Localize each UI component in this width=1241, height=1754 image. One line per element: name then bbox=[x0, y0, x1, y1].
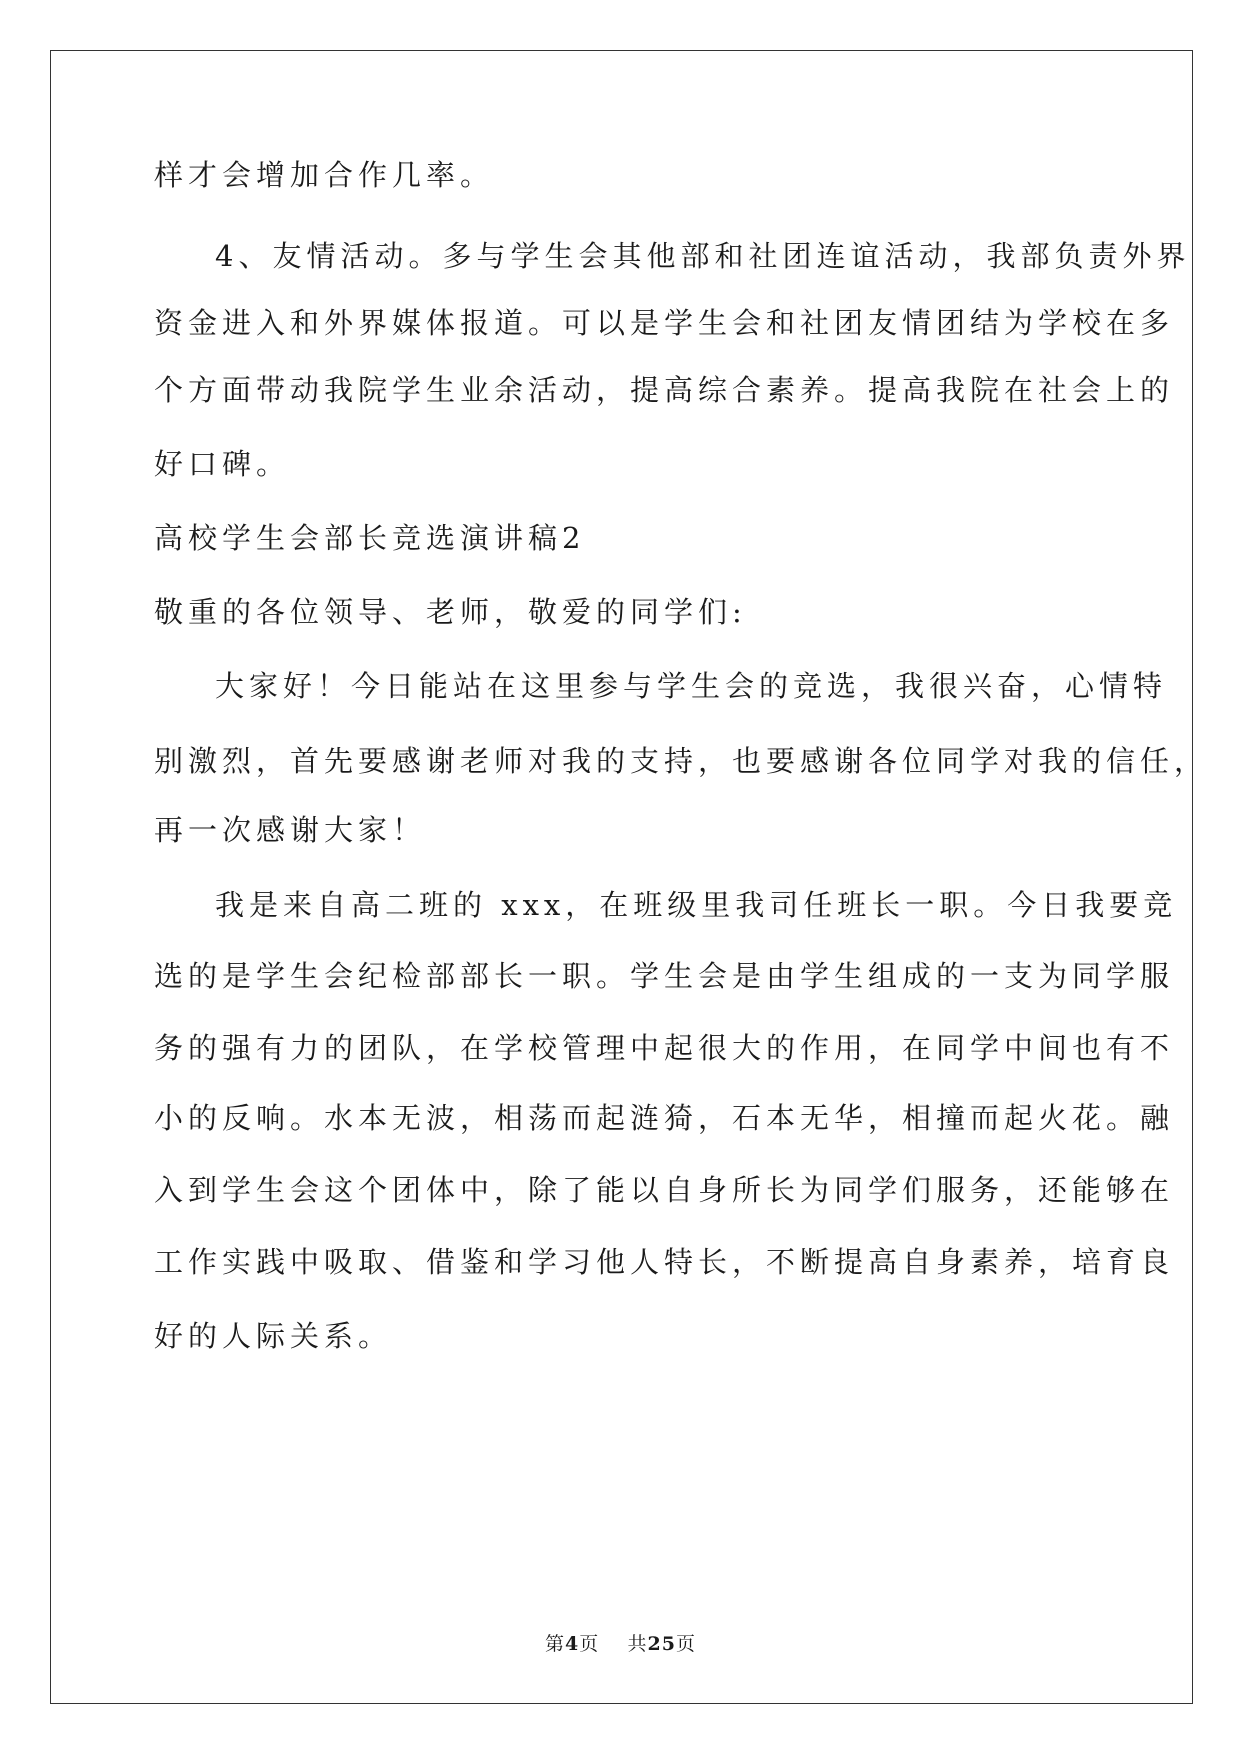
text-line: 别激烈，首先要感谢老师对我的支持，也要感谢各位同学对我的信任， bbox=[154, 744, 1209, 778]
current-page-number: 4 bbox=[565, 1633, 580, 1655]
page-border bbox=[50, 50, 1193, 1704]
text-line: 工作实践中吸取、借鉴和学习他人特长，不断提高自身素养，培育良 bbox=[154, 1245, 1175, 1279]
text-line: 再一次感谢大家！ bbox=[154, 813, 427, 847]
text-line: 个方面带动我院学生业余活动，提高综合素养。提高我院在社会上的 bbox=[154, 373, 1175, 407]
footer-total-suffix: 页 bbox=[675, 1633, 696, 1655]
text-line: 好的人际关系。 bbox=[154, 1319, 393, 1353]
footer-prefix: 第 bbox=[545, 1633, 566, 1655]
paragraph-start: 我是来自高二班的 xxx，在班级里我司任班长一职。今日我要竞 bbox=[215, 888, 1178, 922]
text-line: 资金进入和外界媒体报道。可以是学生会和社团友情团结为学校在多 bbox=[154, 306, 1175, 340]
paragraph-start: 大家好！今日能站在这里参与学生会的竞选，我很兴奋，心情特 bbox=[215, 669, 1168, 703]
text-line: 小的反响。水本无波，相荡而起涟猗，石本无华，相撞而起火花。融 bbox=[154, 1101, 1175, 1135]
section-heading: 高校学生会部长竞选演讲稿2 bbox=[154, 521, 586, 555]
text-line: 选的是学生会纪检部部长一职。学生会是由学生组成的一支为同学服 bbox=[154, 959, 1175, 993]
page-footer bbox=[0, 1629, 1241, 1656]
text-line: 样才会增加合作几率。 bbox=[154, 158, 495, 192]
text-line: 入到学生会这个团体中，除了能以自身所长为同学们服务，还能够在 bbox=[154, 1173, 1175, 1207]
footer-page-suffix: 页 bbox=[579, 1633, 600, 1655]
paragraph-start: 4、友情活动。多与学生会其他部和社团连谊活动，我部负责外界 bbox=[215, 239, 1191, 273]
salutation: 敬重的各位领导、老师，敬爱的同学们: bbox=[154, 595, 747, 629]
footer-total-prefix: 共 bbox=[627, 1633, 648, 1655]
total-page-count: 25 bbox=[647, 1633, 676, 1655]
text-line: 好口碑。 bbox=[154, 447, 291, 481]
text-line: 务的强有力的团队，在学校管理中起很大的作用，在同学中间也有不 bbox=[154, 1031, 1175, 1065]
